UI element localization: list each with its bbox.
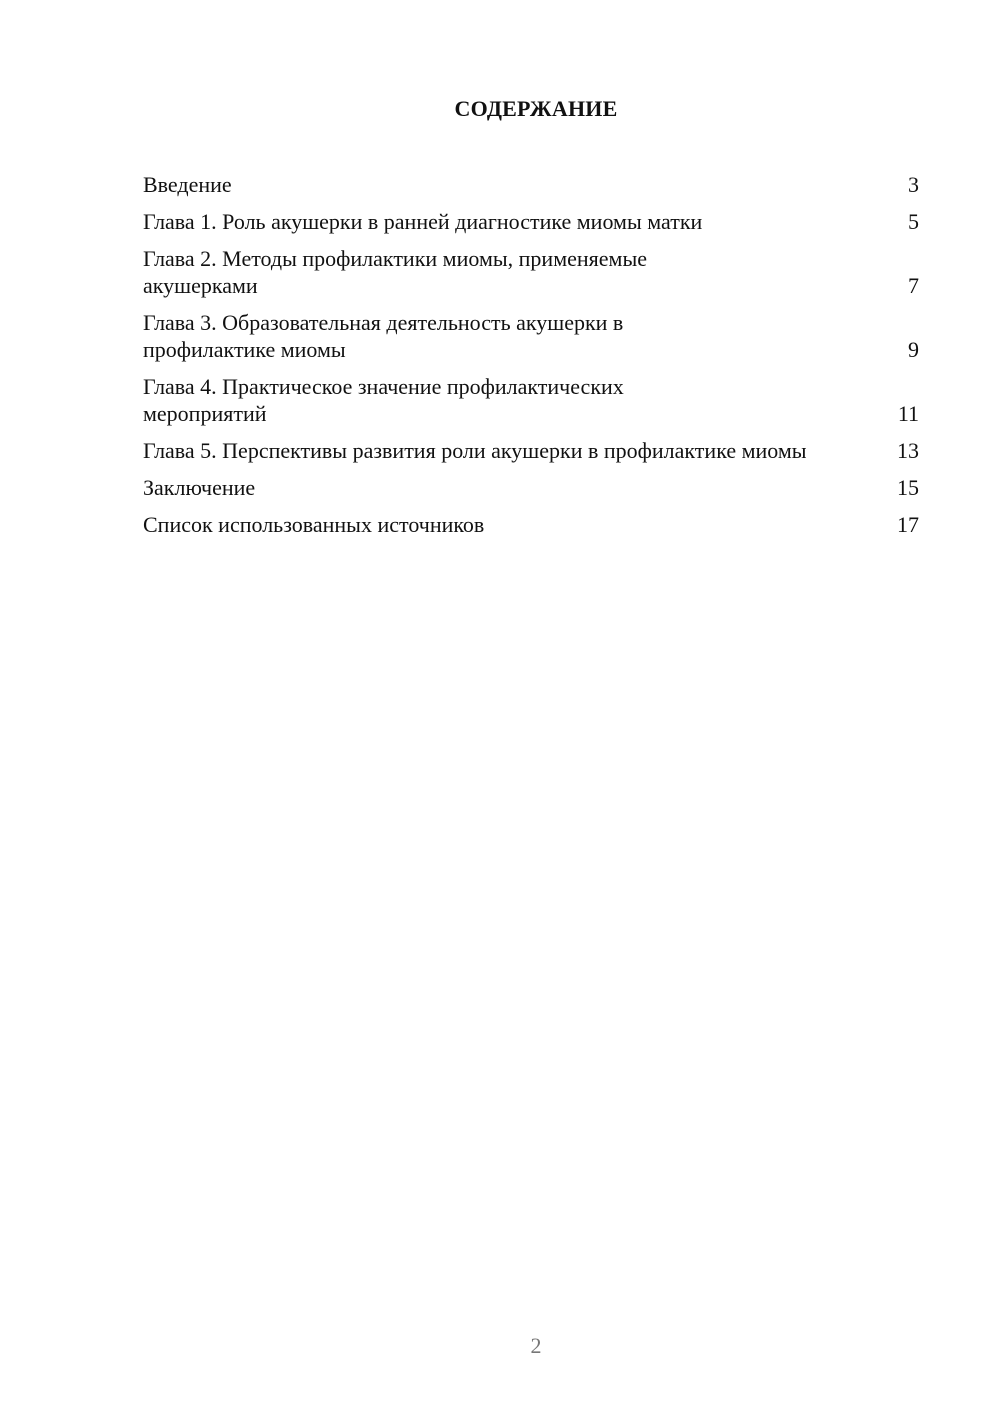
page-title: СОДЕРЖАНИЕ (454, 96, 618, 121)
toc-entry-page: 11 (897, 401, 919, 426)
toc-entry-references[interactable] (143, 511, 919, 538)
toc-entry-introduction[interactable] (143, 171, 919, 198)
toc-entry-page: 3 (908, 172, 919, 197)
toc-entry-text: Глава 4. Практическое значение профилактических мероприятий (143, 374, 624, 426)
toc-entry-text: Глава 3. Образовательная деятельность акушерки в профилактике миомы (143, 310, 624, 362)
toc-entry-text: Введение (143, 172, 232, 197)
toc-entry-text: Список использованных источников (143, 512, 485, 537)
toc-entry-chapter-4[interactable] (143, 373, 919, 427)
table-of-contents (143, 171, 919, 548)
toc-entry-text: Глава 5. Перспективы развития роли акушерки в профилактике миомы (143, 438, 807, 463)
toc-entry-text: Глава 2. Методы профилактики миомы, применяемые акушерками (143, 246, 648, 298)
toc-entry-text: Заключение (143, 475, 256, 500)
toc-entry-page: 15 (897, 475, 919, 500)
toc-entry-page: 9 (908, 337, 919, 362)
toc-entry-chapter-1[interactable] (143, 208, 919, 235)
toc-entry-page: 13 (897, 438, 919, 463)
toc-entry-conclusion[interactable] (143, 474, 919, 501)
toc-entry-chapter-3[interactable] (143, 309, 919, 363)
toc-entry-text: Глава 1. Роль акушерки в ранней диагностике миомы матки (143, 209, 703, 234)
toc-entry-chapter-5[interactable] (143, 437, 919, 464)
toc-entry-page: 5 (908, 209, 919, 234)
toc-entry-page: 7 (908, 273, 919, 298)
page-number: 2 (530, 1333, 542, 1358)
toc-entry-page: 17 (897, 512, 919, 537)
toc-entry-chapter-2[interactable] (143, 245, 919, 299)
